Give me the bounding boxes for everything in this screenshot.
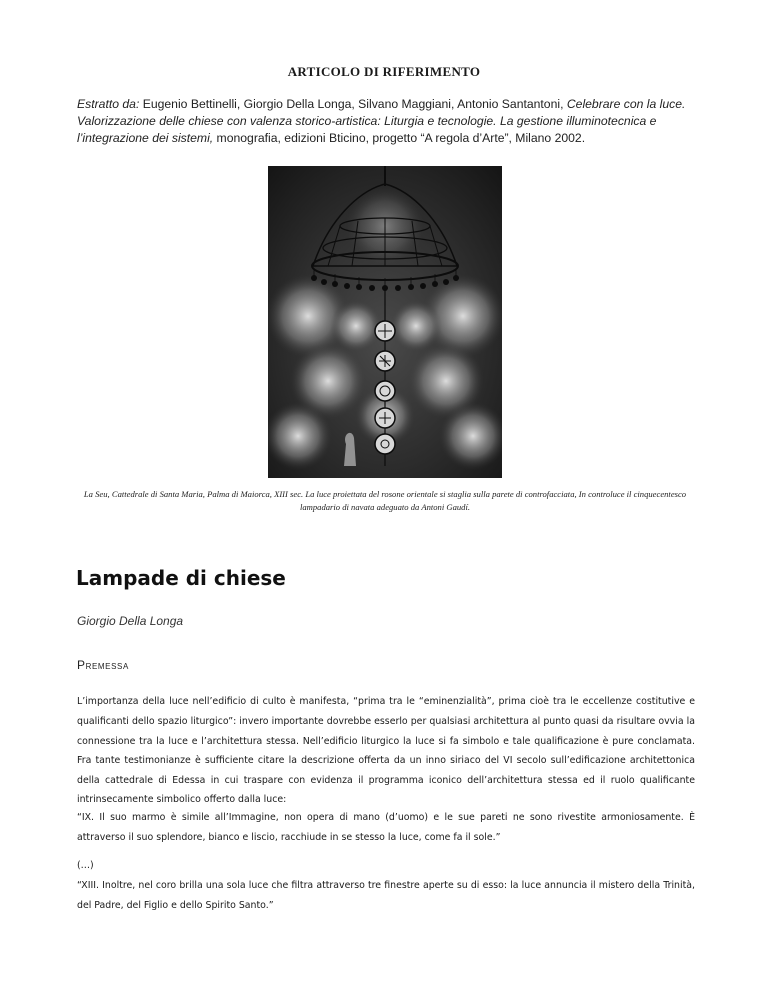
citation-authors: Eugenio Bettinelli, Giorgio Della Longa, Silvano Maggiani, Antonio Santantoni, bbox=[139, 97, 567, 111]
chandelier-photo bbox=[268, 166, 502, 478]
paragraph: (…) bbox=[77, 860, 94, 872]
citation-publication: monografia, edizioni Bticino, progetto “A regola d’Arte”, Milano 2002. bbox=[213, 131, 586, 145]
section-heading: Premessa bbox=[77, 658, 129, 672]
article-author: Giorgio Della Longa bbox=[77, 614, 184, 628]
paragraph: “IX. Il suo marmo è simile all’Immagine, non opera di mano (d’uomo) e le sue pareti ne sono rivestite armoniosamente. È attraverso il suo splendore, bianco e liscio, racchiude in se stesso la luce, come fa il sole.” bbox=[77, 812, 695, 843]
paragraph: L’importanza della luce nell’edificio di culto è manifesta, “prima tra le “eminenzialità”, prima cioè tra le eccellenze costitutive e qualificanti dello spazio liturgico”: invero importante dovrebbe esserlo per qualsiasi architettura al punto quasi da risultare ovvia la connessione tra la luce e l’architettura stessa. Nell’edificio liturgico la luce si fa simbolo e tale qualificazione è pure conclamata. Fra tante testimonianze è sufficiente citare la descrizione offerta da un inno siriaco del VI secolo sull’edificazione architettonica della cattedrale di Edessa in cui traspare con evidenza il programma iconico dell’architettura stessa ed il ruolo qualificante intrinsecamente simbolico offerto dalla luce: bbox=[77, 696, 695, 806]
article-title: Lampade di chiese bbox=[76, 566, 286, 590]
figure-caption: La Seu, Cattedrale di Santa Maria, Palma di Maiorca, XIII sec. La luce proiettata del rosone orientale si staglia sulla parete di controfacciata, In controluce il cinquecentesco lampadario di navata adeguato da Antoni Gaudí. bbox=[83, 489, 687, 512]
citation-book-title: Celebrare con la luce. Valorizzazione delle chiese con valenza storico-artistica: Liturgia e tecnologie. La gestione illuminotecnica e l’integrazione dei sistemi, bbox=[77, 97, 686, 145]
citation bbox=[77, 96, 695, 147]
reference-heading: ARTICOLO DI RIFERIMENTO bbox=[287, 64, 481, 79]
chandelier-image bbox=[268, 166, 502, 478]
citation-prefix: Estratto da: bbox=[77, 97, 140, 111]
paragraph: “XIII. Inoltre, nel coro brilla una sola luce che filtra attraverso tre finestre aperte su di esso: la luce annuncia il mistero della Trinità, del Padre, del Figlio e dello Spirito Santo.” bbox=[77, 880, 695, 911]
